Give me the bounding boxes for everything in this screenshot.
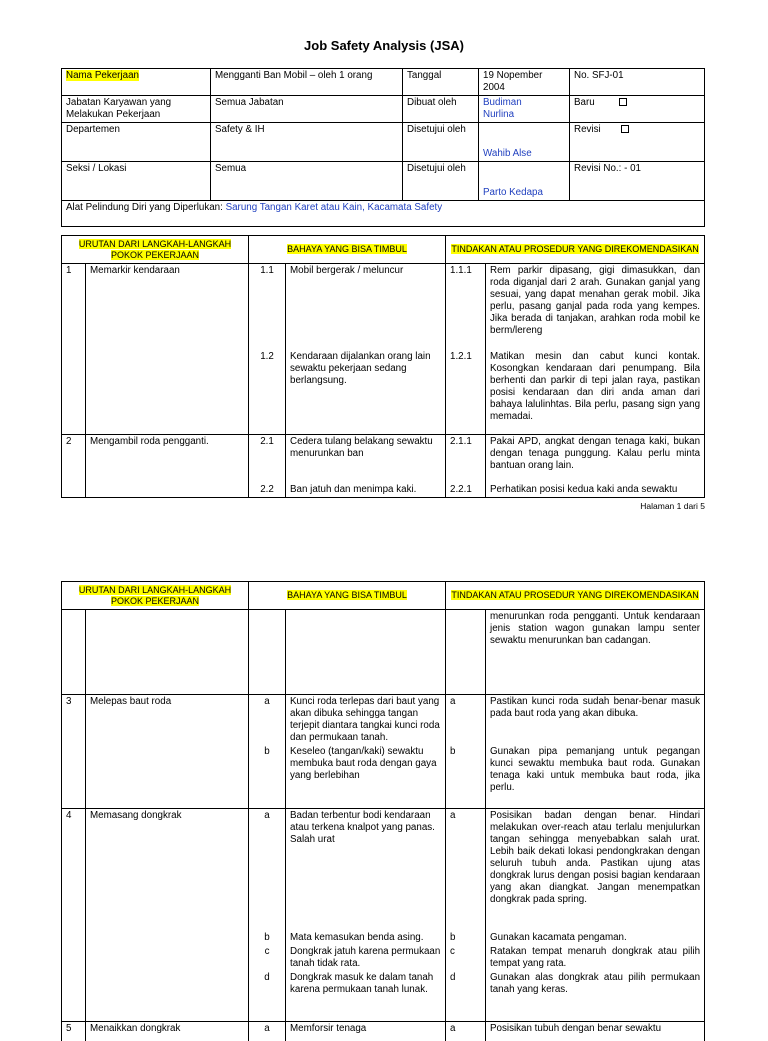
step-number: 3 (62, 695, 86, 746)
hazard-description: Kendaraan dijalankan orang lain sewaktu pekerjaan sedang berlangsung. (286, 350, 446, 435)
hazard-description: Cedera tulang belakang sewaktu menurunkan ban (286, 435, 446, 483)
action-description: Matikan mesin dan cabut kunci kontak. Kosongkan kendaraan dari penumpang. Bila berhenti dan parkir di tepi jalan raya, pastikan posisi kendaraan dan diri anda aman dari bahaya lalulinhtas. Bila perlu, pasang sign yang memadai. (486, 350, 705, 435)
hazard-number: 2.2 (249, 483, 286, 498)
column-header-steps: URUTAN DARI LANGKAH-LANGKAH POKOK PEKERJAAN (62, 236, 249, 264)
disetujui-oleh-2-value: Parto Kedapa (479, 162, 570, 201)
apd-value: Sarung Tangan Karet atau Kain, Kacamata Safety (225, 202, 443, 213)
action-number: 2.2.1 (446, 483, 486, 498)
hazard-number: b (249, 745, 286, 808)
action-number: 1.1.1 (446, 264, 486, 350)
hazard-number: c (249, 945, 286, 971)
tanggal-label: Tanggal (403, 69, 479, 96)
hazard-number: 1.1 (249, 264, 286, 350)
page-number: Halaman 1 dari 5 (640, 501, 705, 511)
hazard-number: a (249, 1021, 286, 1041)
step-description: Memasang dongkrak (86, 808, 249, 931)
action-number: b (446, 745, 486, 808)
revisi-number: Revisi No.: - 01 (570, 162, 705, 201)
disetujui-oleh-value: Wahib Alse (479, 123, 570, 162)
step-description: Melepas baut roda (86, 695, 249, 746)
action-number: a (446, 1021, 486, 1041)
action-description: Posisikan tubuh dengan benar sewaktu (486, 1021, 705, 1041)
disetujui-oleh-label: Disetujui oleh (403, 123, 479, 162)
hazard-description: Memforsir tenaga (286, 1021, 446, 1041)
disetujui-oleh-2-label: Disetujui oleh (403, 162, 479, 201)
step-description: Menaikkan dongkrak (86, 1021, 249, 1041)
action-description: Gunakan kacamata pengaman. (486, 931, 705, 945)
action-number: 2.1.1 (446, 435, 486, 483)
hazard-number: b (249, 931, 286, 945)
seksi-lokasi-label: Seksi / Lokasi (62, 162, 211, 201)
hazard-number: 2.1 (249, 435, 286, 483)
baru-checkbox[interactable] (619, 98, 627, 106)
action-description: Rem parkir dipasang, gigi dimasukkan, dan roda diganjal dari 2 arah. Gunakan ganjal yang sesuai, yang dapat menahan gerak mobil. Jika perlu, pasang ganjal pada roda yang kempes. Jika berada di tanjakan, arahkan roda mobil ke berm/lereng (486, 264, 705, 350)
baru-field: Baru (570, 96, 705, 123)
hazard-description: Kunci roda terlepas dari baut yang akan dibuka sehingga tangan terjepit diantara tangkai kunci roda dan permukaan tanah. (286, 695, 446, 746)
hazard-description: Dongkrak jatuh karena permukaan tanah tidak rata. (286, 945, 446, 971)
step-description: Mengambil roda pengganti. (86, 435, 249, 483)
revisi-field: Revisi (570, 123, 705, 162)
step-number: 5 (62, 1021, 86, 1041)
hazard-description: Dongkrak masuk ke dalam tanah karena permukaan tanah lunak. (286, 971, 446, 1021)
hazard-description: Badan terbentur bodi kendaraan atau terkena knalpot yang panas. Salah urat (286, 808, 446, 931)
action-description: Pakai APD, angkat dengan tenaga kaki, bukan dengan tenaga punggung. Kalau perlu minta bantuan orang lain. (486, 435, 705, 483)
action-description: Posisikan badan dengan benar. Hindari melakukan over-reach atau terlalu menjulurkan tangan sehingga menyebabkan salah urat. Lebih baik dekati lokasi pendongkrakan dengan seluruh tubuh anda. Pastikan ujung atas dongkrak lurus dengan posisi bagian kendaraan yang akan diangkat. Jangan menempatkan dongkrak pada spring. (486, 808, 705, 931)
hazard-description: Mobil bergerak / meluncur (286, 264, 446, 350)
hazard-description: Ban jatuh dan menimpa kaki. (286, 483, 446, 498)
jabatan-value: Semua Jabatan (211, 96, 403, 123)
document-number: No. SFJ-01 (570, 69, 705, 96)
job-info-table (61, 68, 705, 227)
action-description: Perhatikan posisi kedua kaki anda sewaktu (486, 483, 705, 498)
hazard-number: a (249, 695, 286, 746)
jsa-table-page-2 (61, 581, 705, 1041)
action-number: a (446, 808, 486, 931)
dibuat-oleh-value: Budiman Nurlina (479, 96, 570, 123)
action-description: Gunakan alas dongkrak atau pilih permukaan tanah yang keras. (486, 971, 705, 1021)
nama-pekerjaan-label: Nama Pekerjaan (62, 69, 211, 96)
action-description: Gunakan pipa pemanjang untuk pegangan kunci sewaktu membuka baut roda. Gunakan tenaga kaki untuk membuka baut roda, jika perlu. (486, 745, 705, 808)
column-header-actions: TINDAKAN ATAU PROSEDUR YANG DIREKOMENDASIKAN (446, 236, 705, 264)
action-description: Ratakan tempat menaruh dongkrak atau pilih tempat yang rata. (486, 945, 705, 971)
step-description: Memarkir kendaraan (86, 264, 249, 350)
hazard-number: d (249, 971, 286, 1021)
step-number: 2 (62, 435, 86, 483)
departemen-label: Departemen (62, 123, 211, 162)
hazard-number: a (249, 808, 286, 931)
action-number: a (446, 695, 486, 746)
jsa-table-page-1 (61, 235, 705, 498)
jabatan-label: Jabatan Karyawan yang Melakukan Pekerjaan (62, 96, 211, 123)
document-title: Job Safety Analysis (JSA) (304, 38, 464, 53)
column-header-actions: TINDAKAN ATAU PROSEDUR YANG DIREKOMENDASIKAN (446, 582, 705, 610)
tanggal-value: 19 Nopember 2004 (479, 69, 570, 96)
hazard-description: Keseleo (tangan/kaki) sewaktu membuka baut roda dengan gaya yang berlebihan (286, 745, 446, 808)
nama-pekerjaan-value: Mengganti Ban Mobil – oleh 1 orang (211, 69, 403, 96)
apd-row: Alat Pelindung Diri yang Diperlukan: Sarung Tangan Karet atau Kain, Kacamata Safety (62, 201, 705, 227)
action-description: Pastikan kunci roda sudah benar-benar masuk pada baut roda yang akan dibuka. (486, 695, 705, 746)
action-number: 1.2.1 (446, 350, 486, 435)
seksi-lokasi-value: Semua (211, 162, 403, 201)
hazard-number: 1.2 (249, 350, 286, 435)
departemen-value: Safety & IH (211, 123, 403, 162)
column-header-hazards: BAHAYA YANG BISA TIMBUL (249, 582, 446, 610)
action-number: b (446, 931, 486, 945)
column-header-steps: URUTAN DARI LANGKAH-LANGKAH POKOK PEKERJAAN (62, 582, 249, 610)
action-number: d (446, 971, 486, 1021)
dibuat-oleh-label: Dibuat oleh (403, 96, 479, 123)
hazard-description: Mata kemasukan benda asing. (286, 931, 446, 945)
action-number: c (446, 945, 486, 971)
step-number: 4 (62, 808, 86, 931)
step-number: 1 (62, 264, 86, 350)
action-description: menurunkan roda pengganti. Untuk kendaraan jenis station wagon gunakan lampu senter sewaktu menurunkan ban cadangan. (486, 610, 705, 695)
revisi-checkbox[interactable] (621, 125, 629, 133)
column-header-hazards: BAHAYA YANG BISA TIMBUL (249, 236, 446, 264)
